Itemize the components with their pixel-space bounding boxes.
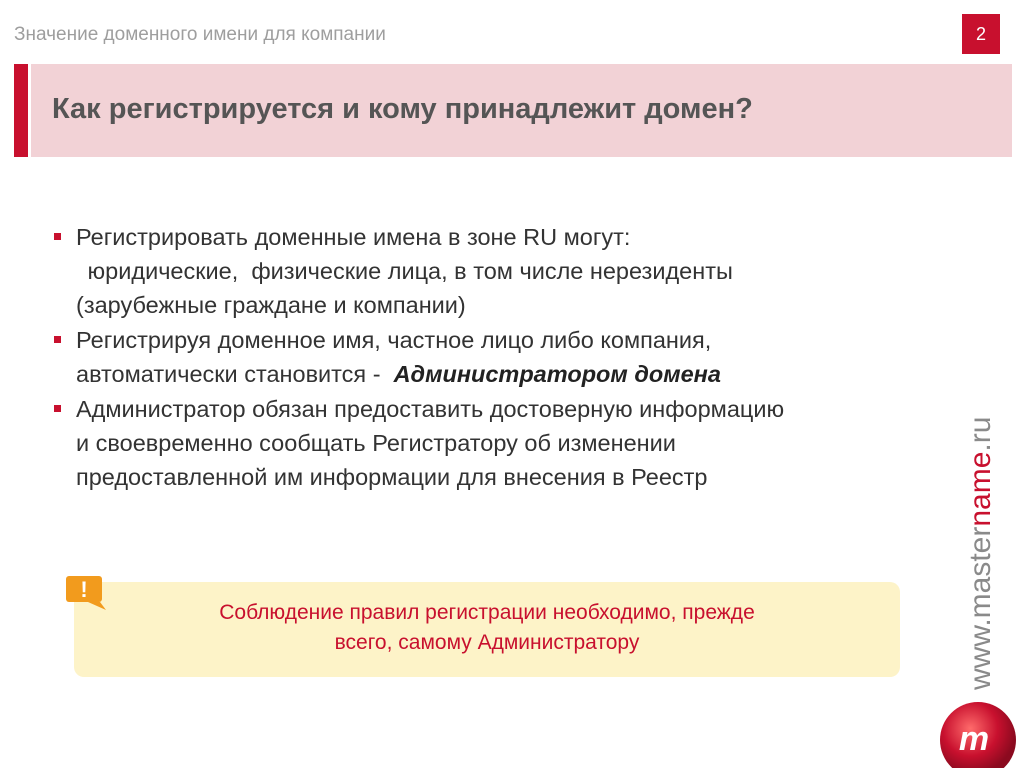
brand-url	[964, 417, 998, 690]
emphasis-text: Администратором домена	[393, 361, 721, 387]
bullet-marker	[54, 405, 61, 412]
bullet-text: и своевременно сообщать Регистратору об изменении	[76, 430, 676, 456]
bullet-item	[52, 220, 952, 322]
bullet-list	[52, 220, 952, 495]
bullet-subtext: юридические, физические лица, в том числе нерезиденты	[81, 258, 733, 284]
bullet-text: Администратор обязан предоставить достоверную информацию	[76, 396, 785, 422]
bullet-marker	[54, 336, 61, 343]
logo-letter: m	[958, 720, 990, 758]
bullet-text: Регистрируя доменное имя, частное лицо либо компания,	[76, 327, 712, 353]
page-number-badge: 2	[962, 14, 1000, 54]
bullet-text: предоставленной им информации для внесения в Реестр	[76, 464, 708, 490]
bullet-text: Регистрировать доменные имена в зоне RU могут:	[76, 224, 631, 250]
bullet-item	[52, 323, 952, 391]
url-suffix: .ru	[964, 416, 997, 452]
note-text	[74, 598, 900, 658]
url-highlight: name	[964, 451, 997, 527]
exclamation-symbol: !	[80, 577, 88, 602]
url-prefix: www.master	[964, 526, 997, 690]
section-title: Значение доменного имени для компании	[14, 24, 386, 45]
title-gap	[28, 64, 31, 157]
note-line: Соблюдение правил регистрации необходимо, прежде	[219, 601, 755, 624]
brand-logo	[936, 694, 1016, 768]
slide-title: Как регистрируется и кому принадлежит домен?	[52, 93, 753, 125]
title-accent	[14, 64, 28, 157]
bullet-marker	[54, 233, 61, 240]
note-line: всего, самому Администратору	[334, 631, 640, 654]
bullet-text: автоматически становится -	[76, 361, 388, 387]
bullet-subtext: (зарубежные граждане и компании)	[76, 292, 466, 318]
bullet-item	[52, 392, 952, 494]
